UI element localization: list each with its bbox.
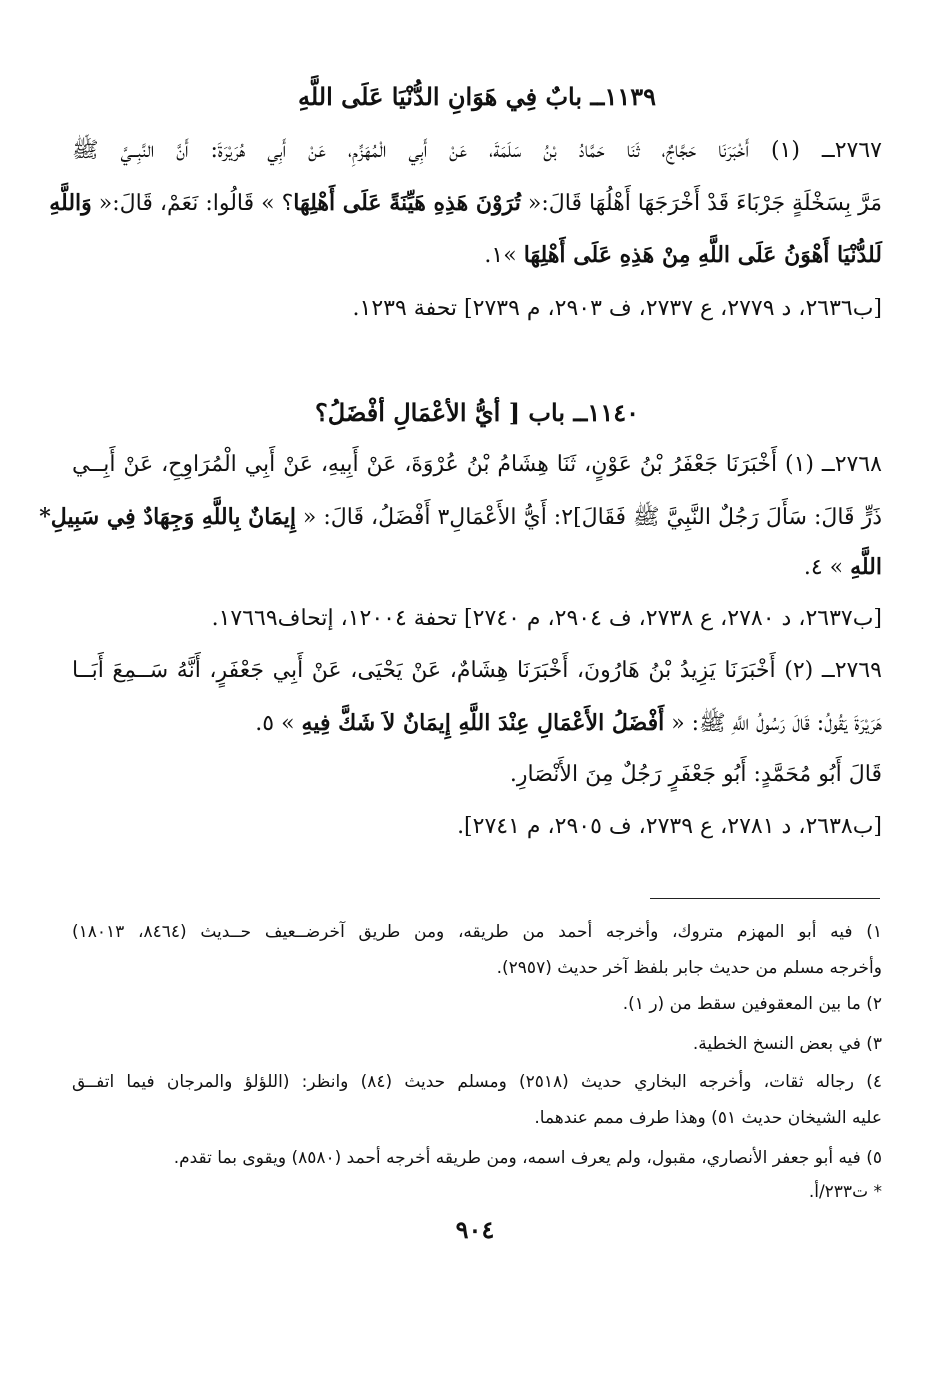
hadith-2767-line-2 xyxy=(49,188,882,219)
footnote-ref: » ٤. xyxy=(803,555,851,580)
hadith-2769-note: قَالَ أَبُو مُحَمَّدٍ: أَبُو جَعْفَرٍ رَجُلٌ مِنَ الأَنْصَارِ. xyxy=(509,762,882,787)
hadith-2768-matn: اللَّهِ xyxy=(850,554,882,580)
hadith-2767-matn: وَاللَّهِ xyxy=(49,190,92,216)
hadith-2768-matn: إِيمَانٌ بِاللَّهِ وَجِهَادٌ فِي سَبِيلِ* xyxy=(39,504,296,530)
hadith-2769-line-1: ٢٧٦٩ــ (٢) أَخْبَرَنَا يَزِيدُ بْنُ هَارُونَ، أَخْبَرَنَا هِشَامٌ، عَنْ يَحْيَى، عَنْ أَبِي جَعْفَرٍ، أَنَّهُ سَــمِعَ أَبَــا xyxy=(72,658,882,683)
footnote-5: ٥) فيه أبو جعفر الأنصاري، مقبول، ولم يعرف اسمه، ومن طريقه أخرجه أحمد (٨٥٨٠) ويقوى بما تقدم. xyxy=(173,1148,882,1168)
hadith-2767-line-3 xyxy=(72,240,882,271)
hadith-2769-matn: أَفْضَلُ الأَعْمَالِ عِنْدَ اللَّهِ إِيمَانٌ لاَ شَكَّ فِيهِ xyxy=(301,710,665,736)
footnote-4-line-1: ٤) رجاله ثقات، وأخرجه البخاري حديث (٢٥١٨) ومسلم حديث (٨٤) وانظر: (اللؤلؤ والمرجان فيما اتفــق xyxy=(72,1072,882,1092)
hadith-2767-text: ؟ » قَالُوا: نَعَمْ، قَالَ:« xyxy=(91,191,294,216)
hadith-2769-line-2 xyxy=(72,708,882,739)
hadith-2769-text: هَرَيْرَةَ يَقُولُ: قَالَ رَسُولُ اللَّهِ ﷺ: « xyxy=(664,711,882,736)
hadith-2767-matn: تُرَوْنَ هَذِهِ هَيِّنَةً عَلَى أَهْلِهَا xyxy=(293,190,521,216)
chapter-heading-1140: ١١٤٠ــ باب [ أيُّ الأعْمَالِ أفْضَلُ؟ xyxy=(315,398,639,427)
hadith-2769-reference: [ب٢٦٣٨، د ٢٧٨١، ع ٢٧٣٩، ف ٢٩٠٥، م ٢٧٤١]. xyxy=(457,814,882,839)
footnote-ref: »١. xyxy=(484,243,524,268)
footnote-separator xyxy=(650,898,880,899)
folio-marker-note: * ت٢٣٣/أ. xyxy=(808,1182,882,1202)
hadith-2767-reference: [ب٢٦٣٦، د ٢٧٧٩، ع ٢٧٣٧، ف ٢٩٠٣، م ٢٧٣٩] تحفة ١٢٣٩. xyxy=(352,296,882,321)
hadith-2767-matn: لَلدُّنْيَا أَهْوَنُ عَلَى اللَّهِ مِنْ هَذِهِ عَلَى أَهْلِهَا xyxy=(523,242,882,268)
hadith-2768-line-3 xyxy=(72,552,882,583)
chapter-heading-1139: ١١٣٩ــ بابٌ فِي هَوَانِ الدُّنْيَا عَلَى اللَّهِ xyxy=(297,82,657,111)
footnote-1-line-1: ١) فيه أبو المهزم متروك، وأخرجه أحمد من طريقه، ومن طريق آخرضــعيف حــديث (٨٤٦٤، ١٨٠١٣) xyxy=(72,922,882,942)
page-number: ٩٠٤ xyxy=(455,1215,495,1244)
footnote-1-line-2: وأخرجه مسلم من حديث جابر بلفظ آخر حديث (٢٩٥٧). xyxy=(496,958,882,978)
footnote-ref: » ٥. xyxy=(255,711,302,736)
hadith-2768-text: ذَرٍّ قَالَ: سَأَلَ رَجُلٌ النَّبِيَّ ﷺ فَقَالَ]٢: أَيُّ الأَعْمَالِ٣ أَفْضَلُ، قَالَ: « xyxy=(295,505,882,530)
hadith-2768-line-2 xyxy=(39,502,882,533)
hadith-2767-text: مَرَّ بِسَخْلَةٍ جَرْبَاءَ قَدْ أَخْرَجَهَا أَهْلُهَا قَالَ:« xyxy=(520,191,882,216)
footnote-2: ٢) ما بين المعقوفين سقط من (ر ١). xyxy=(622,994,882,1014)
hadith-2768-line-1: ٢٧٦٨ــ (١) أَخْبَرَنَا جَعْفَرُ بْنُ عَوْنٍ، ثَنَا هِشَامُ بْنُ عُرْوَةَ، عَنْ أَبِيهِ، عَنْ أَبِي الْمُرَاوِحِ، عَنْ أَبِــي xyxy=(72,452,882,477)
hadith-2767-line-1: ٢٧٦٧ــ (١) أَخْبَرَنَا حَجَّاجٌ، ثَنَا حَمَّادُ بْنُ سَلَمَةَ، عَنْ أَبِي الْمُهَزِّمِ، عَنْ أَبِي هُرَيْرَةَ: أَنَّ النَّبِــيَّ ﷺ xyxy=(72,138,882,163)
footnote-3: ٣) في بعض النسخ الخطية. xyxy=(692,1034,882,1054)
footnote-4-line-2: عليه الشيخان حديث ٥١) وهذا طرف ممم عندهما. xyxy=(534,1108,882,1128)
hadith-2768-reference: [ب٢٦٣٧، د ٢٧٨٠، ع ٢٧٣٨، ف ٢٩٠٤، م ٢٧٤٠] تحفة ١٢٠٠٤، إتحاف١٧٦٦٩. xyxy=(211,606,882,631)
